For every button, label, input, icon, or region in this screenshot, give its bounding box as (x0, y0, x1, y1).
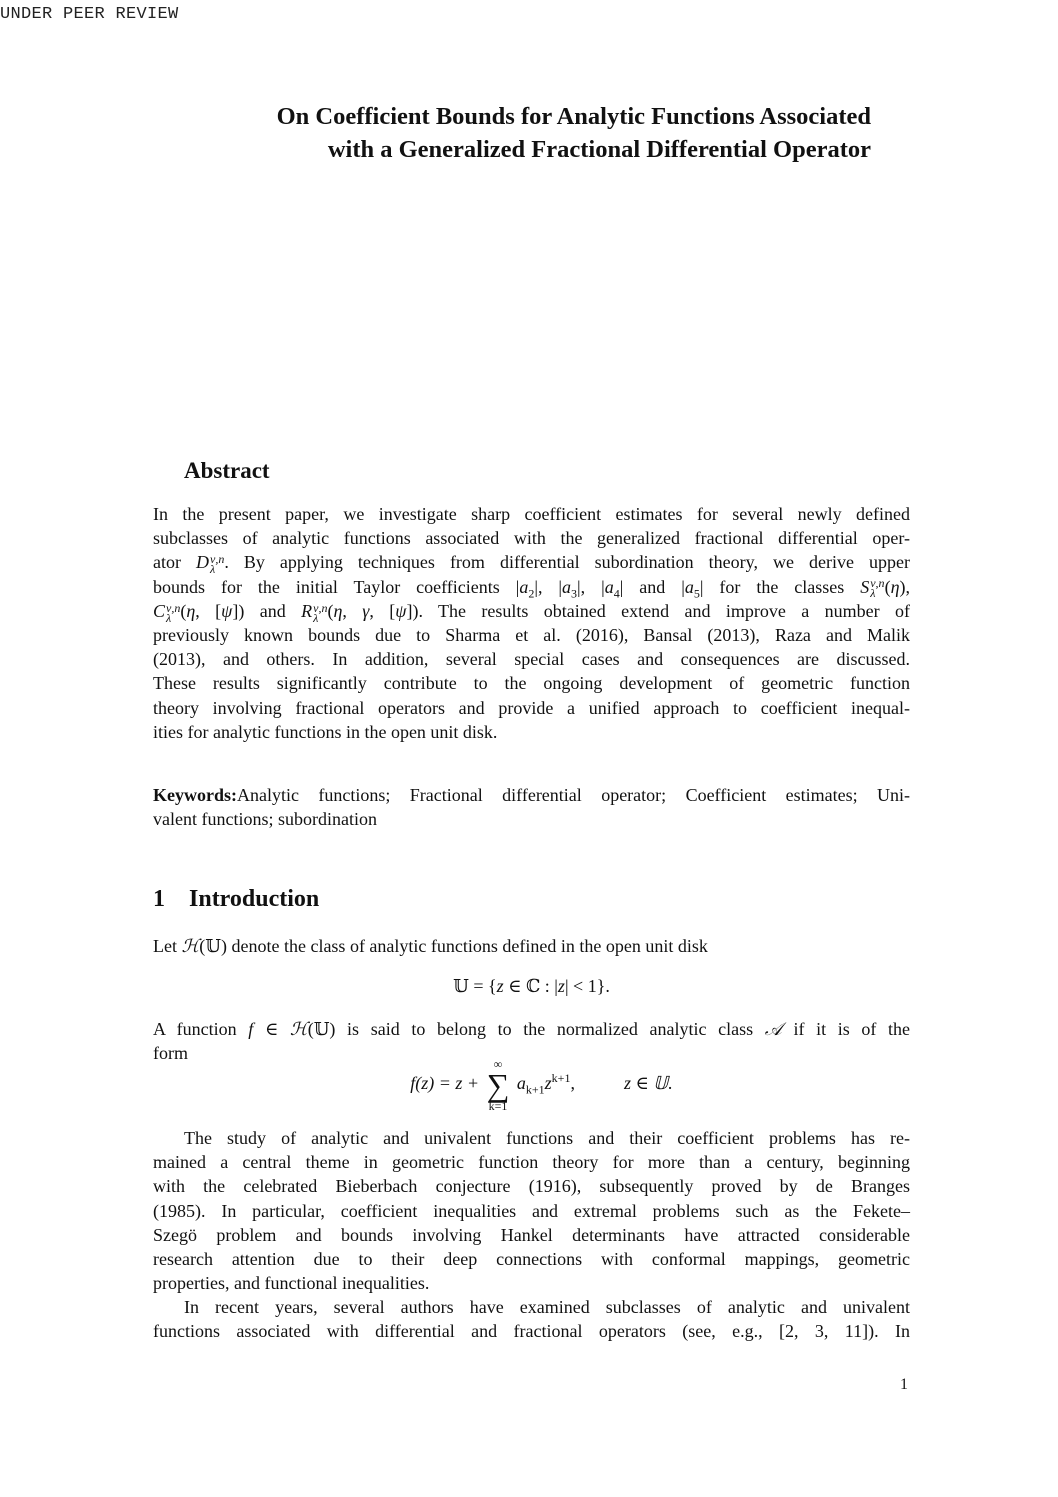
text-run: ( (884, 576, 891, 597)
text-line (153, 934, 910, 958)
text-line (153, 526, 910, 550)
math-symbol: D ν,n λ (196, 552, 225, 577)
equation-unit-disk (153, 976, 910, 997)
math-symbol: $a_3$ (562, 576, 578, 601)
math-symbol: ℋ (181, 936, 200, 956)
text-run: ( (180, 600, 187, 621)
text-run: | < 1}. (564, 976, 610, 996)
text-run: |, | (534, 576, 563, 597)
text-line (153, 1017, 910, 1041)
math-symbol: S ν,n λ (860, 576, 885, 601)
keywords-line-1: Keywords:Analytic functions; Fractional differential operator; Coefficient estimates; Uni- (153, 785, 910, 805)
math-symbol: C ν,n λ (153, 600, 181, 625)
text-run: ∈ ℂ : | (503, 976, 558, 996)
text-run: A function (153, 1019, 249, 1039)
math-symbol: $a_2$ (519, 576, 535, 601)
intro-first-line (153, 934, 910, 958)
text-line (153, 1174, 910, 1198)
text-line (153, 502, 910, 526)
text-run: previously known bounds due to Sharma et al. (2016), Bansal (2013), Raza and Malik (153, 624, 910, 645)
text-run: properties, and functional inequalities. (153, 1273, 430, 1294)
math-symbol: $a_5$ (684, 576, 700, 601)
summation-symbol: ∞ ∑ k=1 (486, 1057, 510, 1113)
math-symbol: R ν,n λ (301, 600, 328, 625)
math-symbol: f (248, 1019, 254, 1039)
text-run: , [ (369, 600, 396, 621)
text-line (153, 550, 910, 577)
text-run: ]). The results obtained extend and improve a number of (406, 600, 911, 621)
text-line (153, 1126, 910, 1150)
section-heading-introduction: 1 Introduction (153, 886, 320, 912)
text-line (153, 1150, 910, 1174)
text-run: ator (153, 552, 197, 573)
text-run: theory involving fractional operators and provide a unified approach to coefficient inequal- (153, 697, 910, 718)
text-line (153, 720, 910, 744)
text-run: | and | (619, 576, 685, 597)
text-line (153, 599, 910, 623)
text-run: | for the classes (699, 576, 861, 597)
text-run: with the celebrated Bieberbach conjecture (1916), subsequently proved by de Branges (153, 1176, 910, 1197)
text-run: if it is of the (781, 1019, 911, 1039)
text-line (153, 647, 910, 671)
equation-series: f(z) = z + ∞ ∑ k=1 $a_{k+1}z^{k+1}$, z ∈ 𝕌. (410, 1057, 673, 1113)
text-run: The study of analytic and univalent functions and their coefficient problems has re- (184, 1128, 910, 1148)
text-run: , [ (195, 600, 222, 621)
text-line (153, 575, 910, 599)
text-line (153, 1247, 910, 1271)
intro-paragraph-1 (153, 1126, 910, 1295)
text-run: (𝕌) is said to belong to the normalized analytic class (307, 1019, 765, 1039)
text-run: subclasses of analytic functions associated with the generalized fractional differential oper- (153, 528, 910, 549)
text-run: 𝕌 = { (453, 976, 497, 996)
keywords (153, 783, 910, 831)
math-symbol: ℋ (289, 1019, 308, 1039)
text-run: (1985). In particular, coefficient inequalities and extremal problems such as the Fekete– (153, 1200, 910, 1221)
math-symbol: ψ (395, 600, 407, 621)
text-run: |, | (577, 576, 605, 597)
eq-domain: z ∈ 𝕌. (623, 1073, 673, 1094)
text-run: (2013), and others. In addition, several special cases and consequences are discussed. (153, 649, 910, 670)
text-line (153, 1271, 910, 1295)
math-symbol: ψ (221, 600, 233, 621)
intro-paragraph-2 (153, 1295, 910, 1343)
keywords-line-2: valent functions; subordination (153, 809, 377, 830)
paper-title (140, 100, 871, 166)
text-run: These results significantly contribute to the ongoing development of geometric function (153, 673, 910, 694)
text-line (153, 1223, 910, 1247)
text-run: ( (327, 600, 334, 621)
text-run: ities for analytic functions in the open unit disk. (153, 721, 498, 742)
page-number: 1 (900, 1376, 908, 1393)
text-run: form (153, 1043, 188, 1064)
text-run: research attention due to their deep connections with conformal mappings, geometric (153, 1248, 910, 1269)
title-line-2: with a Generalized Fractional Differential Operator (327, 136, 871, 163)
abstract-heading: Abstract (184, 458, 270, 483)
math-symbol: η (186, 600, 196, 621)
text-run: mained a central theme in geometric function theory for more than a century, beginning (153, 1152, 910, 1173)
math-symbol: $a_4$ (604, 576, 620, 601)
text-line (153, 1295, 910, 1319)
text-run: functions associated with differential and fractional operators (see, e.g., [2, 3, 11]). In (153, 1321, 910, 1342)
text-line (153, 671, 910, 695)
text-line (153, 623, 910, 647)
text-run: bounds for the initial Taylor coefficients | (153, 576, 520, 597)
text-run: In recent years, several authors have examined subclasses of analytic and univalent (184, 1297, 910, 1317)
text-run: . By applying techniques from differential subordination theory, we derive upper (224, 552, 910, 573)
text-run: Let (153, 936, 182, 956)
math-symbol: γ (362, 600, 370, 621)
title-line-1: On Coefficient Bounds for Analytic Functions Associated (276, 103, 871, 130)
under-review-watermark: UNDER PEER REVIEW (0, 5, 179, 24)
math-symbol: z (557, 976, 565, 996)
text-run: Szegö problem and bounds involving Hankel determinants have attracted considerable (153, 1224, 910, 1245)
text-run: ∈ (253, 1019, 290, 1039)
text-run: ]) and (232, 600, 302, 621)
text-line (153, 1199, 910, 1223)
math-symbol: η (890, 576, 900, 597)
math-symbol: 𝒜 (764, 1019, 782, 1039)
keywords-label: Keywords: (153, 785, 237, 805)
text-line (153, 1319, 910, 1343)
text-run: ), (899, 576, 910, 597)
text-run: In the present paper, we investigate sharp coefficient estimates for several newly defined (153, 504, 910, 524)
eq-lhs: f(z) = z + (410, 1073, 484, 1094)
text-run: (𝕌) denote the class of analytic functions defined in the open unit disk (199, 936, 708, 956)
math-symbol: z (496, 976, 504, 996)
abstract-text (153, 502, 910, 744)
math-symbol: η (333, 600, 343, 621)
text-run: , (342, 600, 363, 621)
text-line (153, 696, 910, 720)
